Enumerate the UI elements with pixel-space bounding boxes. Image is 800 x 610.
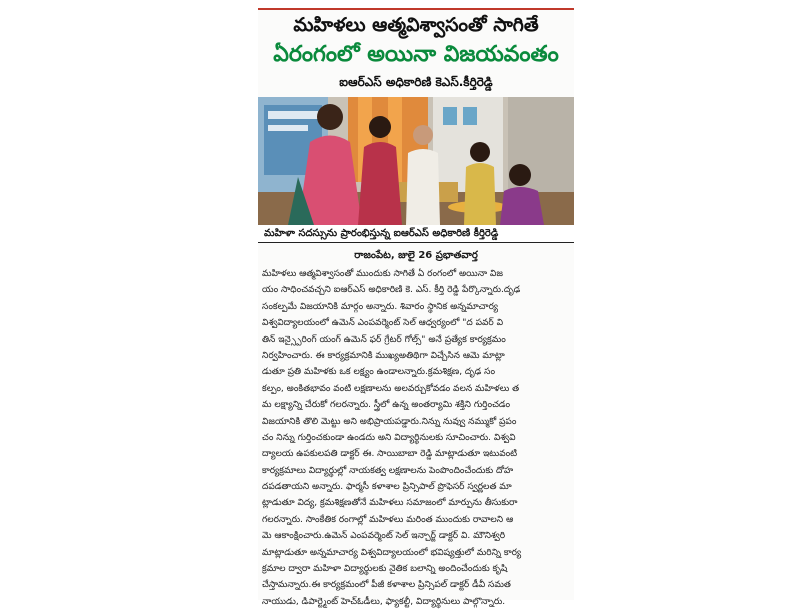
dateline: రాజంపేట, జులై 26 ప్రభాతవార్త [354,250,478,261]
headline-main: ఏరంగంలో అయినా విజయవంతం [273,42,559,67]
article-line: డుతూ ప్రతి మహిళకు ఒక లక్ష్యం ఉండాలన్నారు.క్రమశిక్షణ, దృఢ సం [262,367,496,378]
article-line: సంకల్పమే విజయానికి మార్గం అన్నారు. శివారం స్థానిక అన్నమాచార్య [262,301,499,312]
top-rule [258,8,574,10]
article-line: చం నిన్ను గుర్తించకుండా ఉండదు అని విద్యార్థినులకు సూచించారు. విశ్వవి [262,432,516,443]
article-line: తిన్ ఇన్స్పైరింగ్ యంగ్ ఉమెన్ ఫర్ గ్రేటర్ గోల్స్" అనే ప్రత్యేక కార్యక్రమం [262,334,506,345]
headline-kicker: మహిళలు ఆత్మవిశ్వాసంతో సాగితే [293,14,539,36]
article-line: గలరన్నారు. సాంకేతిక రంగాల్లో మహిళలు మరింత ముందుకు రావాలని ఆ [262,514,514,525]
article-line: మె ఆకాంక్షించారు.ఉమెన్ ఎంపవర్మెంట్ సెల్ ఇన్చార్జ్ డాక్టర్ వి. మౌనిశ్వరి [262,531,506,542]
article-line: మ లక్ష్యాన్ని చేరుకో గలరన్నారు. స్త్రీలో ఉన్న అంతర్యామి శక్తిని గుర్తించడం [262,400,511,411]
article-line: క్రమాల ద్వారా మహిళా విద్యార్థులకు నైతిక బలాన్ని అందించేందుకు కృషి [262,564,508,575]
article-body [262,266,570,610]
article-line: ద్యాలయ ఉపకులపతి డాక్టర్ ఈ. సాయిబాబా రెడ్డి మాట్లాడుతూ ఇటువంటి [262,449,518,460]
article-line: మహిళలు ఆత్మవిశ్వాసంతో ముందుకు సాగితే ఏ రంగంలో అయినా విజ [262,269,503,279]
headline-byline: ఐఆర్ఎస్ అధికారిణి కెఎస్.కీర్తిరెడ్డి [339,75,493,89]
article-line: దపడతాయని అన్నారు. ఫార్మసీ కళాశాల ప్రిన్సిపాల్ ప్రొఫెసర్ స్వర్ణలత మా [262,482,512,493]
article-line: యం సాధించవచ్చని ఐఆర్ఎస్ అధికారిణి కె. ఎస్. కీర్తి రెడ్డి పేర్కొన్నారు.దృఢ [262,285,521,296]
news-photo [258,97,574,225]
photo-caption: మహిళా సదస్సును ప్రారంభిస్తున్న ఐఆర్ఎస్ అధికారిణి కీర్తిరెడ్డి [258,225,574,243]
article-line: విశ్వవిద్యాలయంలో ఉమెన్ ఎంపవర్మెంట్ సెల్ ఆధ్వర్యంలో "ద పవర్ వి [262,318,503,329]
event-photo-illustration [258,97,574,225]
article-line: ట్లాడుతూ విద్య, క్రమశిక్షణతోనే మహిళలు సమాజంలో మార్పును తీసుకురా [262,498,518,509]
article-line: చేస్తామన్నారు.ఈ కార్యక్రమంలో పీజీ కళాశాల ప్రిన్సిపల్ డాక్టర్ డీవీ సమత [262,580,511,591]
article-line: విజయానికి తొలి మెట్టు అని అభిప్రాయపడ్డారు.నిన్ను నువ్వు నమ్ముకో ప్రపం [262,416,517,427]
article-line: నిర్వహించారు. ఈ కార్యక్రమానికి ముఖ్యఅతిథిగా విచ్చేసిన ఆమె మాట్లా [262,350,505,361]
article-line: కార్యక్రమాలు విద్యార్థుల్లో నాయకత్వ లక్షణాలను పెంపొందించేందుకు దోహ [262,465,514,476]
article-line: కల్పం, అంకితభావం వంటి లక్షణాలను అలవర్చుకోవడం వలన మహిళలు త [262,383,520,394]
article-line: మాట్లాడుతూ అన్నమాచార్య విశ్వవిద్యాలయంలో భవిష్యత్తులో మరిన్ని కార్య [262,547,522,558]
article-line: నాయుడు, డిపార్ట్మెంట్ హెచ్ఓడీలు, ఫ్యాకల్టీ, విద్యార్థినులు పాల్గొన్నారు. [262,596,506,607]
